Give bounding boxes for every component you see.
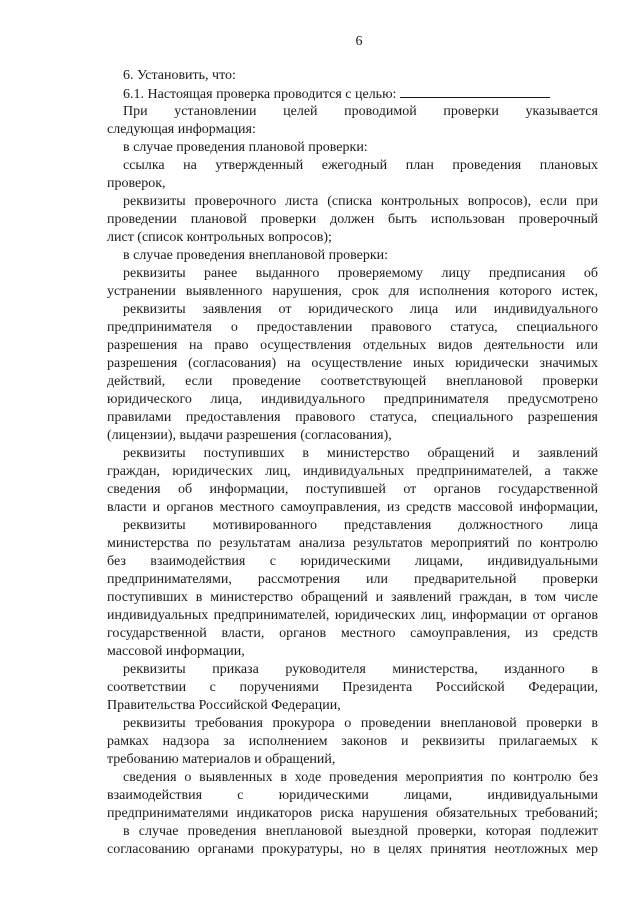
- text-line-content: разрешения (согласования) на осуществление иных юридически значимых: [107, 356, 598, 371]
- text-line: [115, 769, 598, 787]
- text-line: [107, 787, 598, 805]
- text-line-content: в случае проведения плановой проверки:: [123, 140, 368, 155]
- text-line: [115, 265, 598, 283]
- text-line-content: предпринимателя о предоставлении правового статуса, специального: [107, 320, 598, 335]
- text-line-content: следующая информация:: [107, 122, 256, 137]
- text-line-content: ссылка на утвержденный ежегодный план проведения плановых: [123, 158, 598, 173]
- text-line: [107, 319, 598, 337]
- text-line-content: сведения о выявленных в ходе проведения мероприятия по контролю без: [123, 770, 598, 785]
- text-line: [107, 535, 598, 553]
- text-line-content: граждан, юридических лиц, индивидуальных предпринимателей, а также: [107, 464, 598, 479]
- text-line: [115, 157, 598, 175]
- text-line: [115, 67, 598, 85]
- text-line-content: 6.1. Настоящая проверка проводится с целью:: [123, 87, 397, 102]
- text-line-content: действий, если проведение соответствующей внеплановой проверки: [107, 374, 598, 389]
- text-line: [115, 661, 598, 679]
- text-line: [107, 373, 598, 391]
- text-line: [107, 499, 598, 517]
- text-line-content: правилами предоставления правового статуса, специального разрешения: [107, 410, 598, 425]
- text-line-content: государственной власти, органов местного самоуправления, из средств: [107, 626, 598, 641]
- text-line-content: массовой информации,: [107, 644, 245, 659]
- text-line-content: власти и органов местного самоуправления, из средств массовой информации,: [107, 500, 598, 515]
- text-line: [107, 751, 598, 769]
- text-line: [115, 139, 598, 157]
- text-line-content: реквизиты поступивших в министерство обращений и заявлений: [123, 446, 598, 461]
- text-line: [107, 337, 598, 355]
- text-line: [107, 229, 598, 247]
- text-line: [107, 805, 598, 823]
- text-line-content: реквизиты мотивированного представления должностного лица: [123, 518, 598, 533]
- text-line-content: При установлении целей проводимой проверки указывается: [123, 104, 598, 119]
- page-number: 6: [355, 34, 363, 49]
- text-line: [115, 715, 598, 733]
- text-line-content: разрешения на право осуществления отдельных видов деятельности или: [107, 338, 598, 353]
- text-line-content: соответствии с поручениями Президента Российской Федерации,: [107, 680, 598, 695]
- text-line-content: рамках надзора за исполнением законов и реквизиты прилагаемых к: [107, 734, 598, 749]
- text-line-content: министерства по результатам анализа результатов мероприятий по контролю: [107, 536, 598, 551]
- text-line: [115, 445, 598, 463]
- text-line: [107, 427, 598, 445]
- document-body: [107, 67, 598, 859]
- text-line-content: в случае проведения внеплановой проверки:: [123, 248, 389, 263]
- text-line-content: (лицензии), выдачи разрешения (согласования),: [107, 428, 392, 443]
- text-line: [107, 175, 598, 193]
- text-line-content: сведения об информации, поступившей от органов государственной: [107, 482, 598, 497]
- text-line-content: реквизиты требования прокурора о проведении внеплановой проверки в: [123, 716, 598, 731]
- text-line-content: без взаимодействия с юридическими лицами, индивидуальными: [107, 554, 598, 569]
- text-line-content: Правительства Российской Федерации,: [107, 698, 341, 713]
- text-line-content: реквизиты ранее выданного проверяемому лицу предписания об: [123, 266, 598, 281]
- text-line: [107, 733, 598, 751]
- text-line: [115, 247, 598, 265]
- text-line-content: лист (список контрольных вопросов);: [107, 230, 332, 245]
- text-line: [107, 679, 598, 697]
- text-line-content: 6. Установить, что:: [123, 68, 236, 83]
- text-line: [107, 625, 598, 643]
- text-line-content: требованию материалов и обращений,: [107, 752, 336, 767]
- text-line-content: индивидуальных предпринимателей, юридических лиц, информации от органов: [107, 608, 598, 623]
- text-line: [107, 607, 598, 625]
- text-line-content: проверок,: [107, 176, 166, 191]
- text-line-content: согласованию органами прокуратуры, но в целях принятия неотложных мер: [107, 842, 598, 857]
- text-line-content: проведении плановой проверки должен быть использован проверочный: [107, 212, 598, 227]
- text-line: [115, 85, 598, 103]
- text-line: [107, 589, 598, 607]
- text-line-content: реквизиты заявления от юридического лица или индивидуального: [123, 302, 598, 317]
- text-line: [107, 643, 598, 661]
- text-line-content: предпринимателями индикаторов риска нарушения обязательных требований;: [107, 806, 598, 821]
- text-line: [107, 463, 598, 481]
- text-line-content: устранении выявленного нарушения, срок для исполнения которого истек,: [107, 284, 598, 299]
- text-line-content: в случае проведения внеплановой выездной проверки, которая подлежит: [123, 824, 598, 839]
- text-line-content: взаимодействия с юридическими лицами, индивидуальными: [107, 788, 598, 803]
- text-line: [107, 121, 598, 139]
- text-line: [107, 481, 598, 499]
- text-line: [107, 841, 598, 859]
- text-line: [115, 823, 598, 841]
- text-line-content: реквизиты проверочного листа (списка контрольных вопросов), если при: [123, 194, 598, 209]
- text-line-content: юридического лица, индивидуального предпринимателя предусмотрено: [107, 392, 598, 407]
- text-line-content: предпринимателями, рассмотрения или предварительной проверки: [107, 572, 598, 587]
- text-line: [115, 103, 598, 121]
- text-line: [107, 355, 598, 373]
- text-line: [115, 517, 598, 535]
- text-line: [107, 211, 598, 229]
- text-line: [107, 391, 598, 409]
- text-line: [115, 193, 598, 211]
- fill-in-blank: [400, 85, 550, 98]
- text-line: [115, 301, 598, 319]
- text-line: [107, 283, 598, 301]
- text-line: [107, 409, 598, 427]
- text-line: [107, 697, 598, 715]
- text-line: [107, 571, 598, 589]
- text-line: [107, 553, 598, 571]
- text-line-content: поступивших в министерство обращений и заявлений граждан, в том числе: [107, 590, 598, 605]
- text-line-content: реквизиты приказа руководителя министерства, изданного в: [123, 662, 598, 677]
